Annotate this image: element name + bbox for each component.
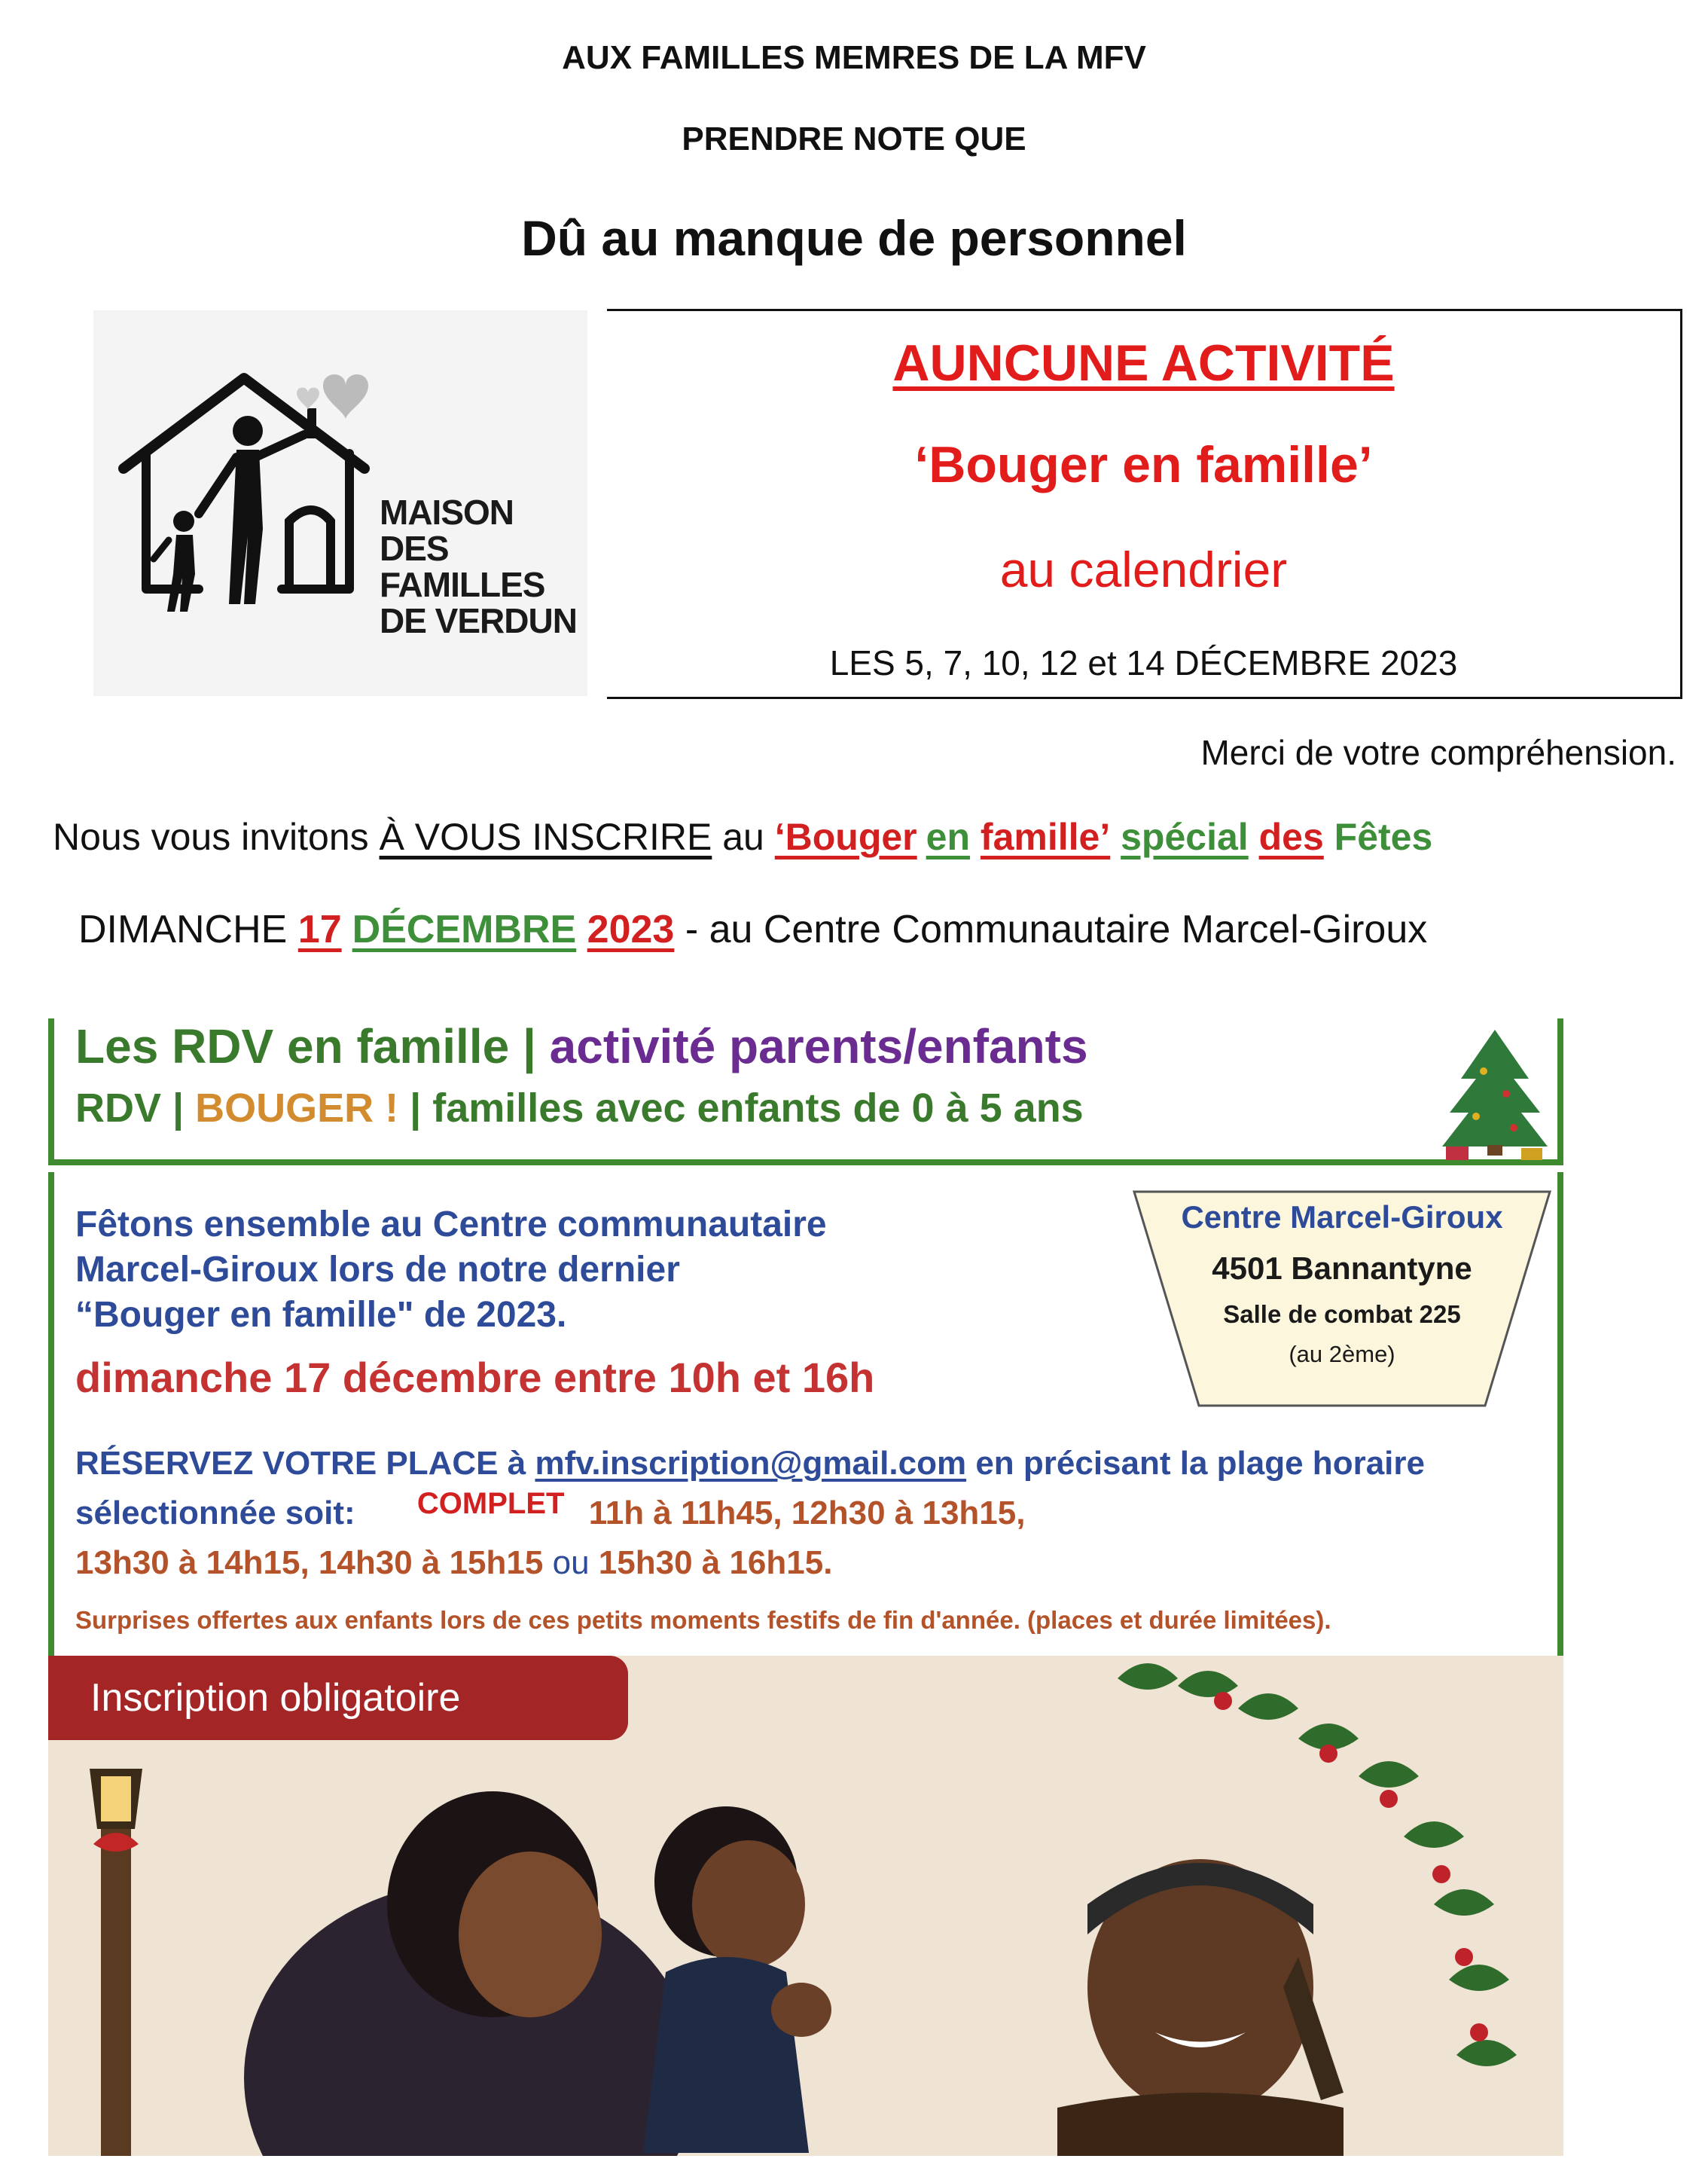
- invite-line: [53, 815, 1432, 859]
- invite-mid: au: [722, 816, 764, 858]
- slot-3: 13h30 à 14h15,: [75, 1544, 310, 1581]
- register-link[interactable]: À VOUS INSCRIRE: [379, 816, 712, 858]
- badge-line-1: Centre Marcel-Giroux: [1181, 1199, 1503, 1235]
- event-date-month: DÉCEMBRE: [352, 908, 577, 951]
- email-link[interactable]: mfv.inscription@gmail.com: [535, 1445, 967, 1482]
- invite-word-5: des: [1258, 816, 1324, 858]
- event-date-day: 17: [297, 908, 342, 951]
- poster-reserve-line: [75, 1445, 1425, 1482]
- poster-slots-line-2: [75, 1544, 832, 1582]
- invite-word-6: Fêtes: [1334, 816, 1433, 858]
- slot-5: 15h30 à 16h15.: [598, 1544, 833, 1581]
- header-line-2: PRENDRE NOTE QUE: [682, 121, 1026, 157]
- invite-word-1: ‘Bouger: [774, 816, 917, 858]
- logo: [93, 310, 587, 696]
- poster-surprise: Surprises offertes aux enfants lors de ces petits moments festifs de fin d'année. (places et durée limitées).: [75, 1606, 1331, 1634]
- select-label: sélectionnée soit:: [75, 1495, 355, 1531]
- slot-4: 14h30 à 15h15: [318, 1544, 544, 1581]
- poster-intro-2: Marcel-Giroux lors de notre dernier: [75, 1250, 680, 1290]
- poster-sub-c: | familles avec enfants de 0 à 5 ans: [410, 1085, 1084, 1131]
- logo-line-3: DE VERDUN: [380, 601, 577, 640]
- poster-intro-3: “Bouger en famille" de 2023.: [75, 1295, 567, 1335]
- thanks-text: Merci de votre compréhension.: [1200, 733, 1676, 772]
- christmas-tree-icon: [1431, 1026, 1559, 1162]
- poster-sub-a: RDV |: [75, 1085, 185, 1131]
- poster-sub-b: BOUGER !: [195, 1085, 399, 1131]
- poster-title-b: activité parents/enfants: [549, 1019, 1088, 1073]
- event-line: [78, 907, 1427, 952]
- family-photo: [48, 1656, 1563, 2156]
- slot-1: 11h à 11h45,: [588, 1495, 782, 1531]
- poster-subtitle: [75, 1085, 1084, 1131]
- poster-title-a: Les RDV en famille |: [75, 1019, 536, 1073]
- badge-line-3: Salle de combat 225: [1223, 1300, 1461, 1328]
- reserve-suffix: en précisant la plage horaire: [975, 1445, 1425, 1482]
- header-line-3: Dû au manque de personnel: [521, 210, 1187, 266]
- slot-2: 12h30 à 13h15,: [791, 1495, 1026, 1531]
- logo-text: [380, 494, 587, 639]
- badge-line-4: (au 2ème): [1289, 1341, 1395, 1367]
- poster-intro-1: Fêtons ensemble au Centre communautaire: [75, 1205, 827, 1244]
- invite-word-2: en: [926, 816, 971, 858]
- complet-label: COMPLET: [416, 1487, 565, 1520]
- slot-ou: ou: [552, 1544, 590, 1581]
- notice-activity: ‘Bouger en famille’: [914, 436, 1373, 493]
- header-line-1: AUX FAMILLES MEMRES DE LA MFV: [562, 39, 1146, 76]
- notice-calendar: au calendrier: [999, 542, 1288, 597]
- event-location: - au Centre Communautaire Marcel-Giroux: [685, 908, 1428, 951]
- event-date-year: 2023: [587, 908, 675, 951]
- event-poster: [48, 1018, 1563, 2156]
- event-day: DIMANCHE: [78, 908, 288, 951]
- notice-dates: LES 5, 7, 10, 12 et 14 DÉCEMBRE 2023: [829, 643, 1458, 682]
- logo-line-1: MAISON DES: [380, 493, 514, 568]
- badge-line-2: 4501 Bannantyne: [1212, 1250, 1472, 1286]
- invite-word-3: famille’: [980, 816, 1111, 858]
- poster-title: [75, 1018, 1088, 1074]
- poster-date: dimanche 17 décembre entre 10h et 16h: [75, 1354, 875, 1401]
- notice-box: [607, 309, 1682, 699]
- house-family-icon: [108, 363, 380, 634]
- poster-header: [48, 1018, 1563, 1165]
- notice-title: AUNCUNE ACTIVITÉ: [892, 334, 1395, 392]
- invite-word-4: spécial: [1121, 816, 1249, 858]
- invite-prefix: Nous vous invitons: [53, 816, 369, 858]
- logo-line-2: FAMILLES: [380, 565, 545, 604]
- inscription-badge: Inscription obligatoire: [48, 1656, 628, 1740]
- reserve-prefix: RÉSERVEZ VOTRE PLACE à: [75, 1445, 526, 1482]
- poster-slots-line-1: [75, 1487, 1026, 1532]
- poster-intro: [75, 1202, 1054, 1338]
